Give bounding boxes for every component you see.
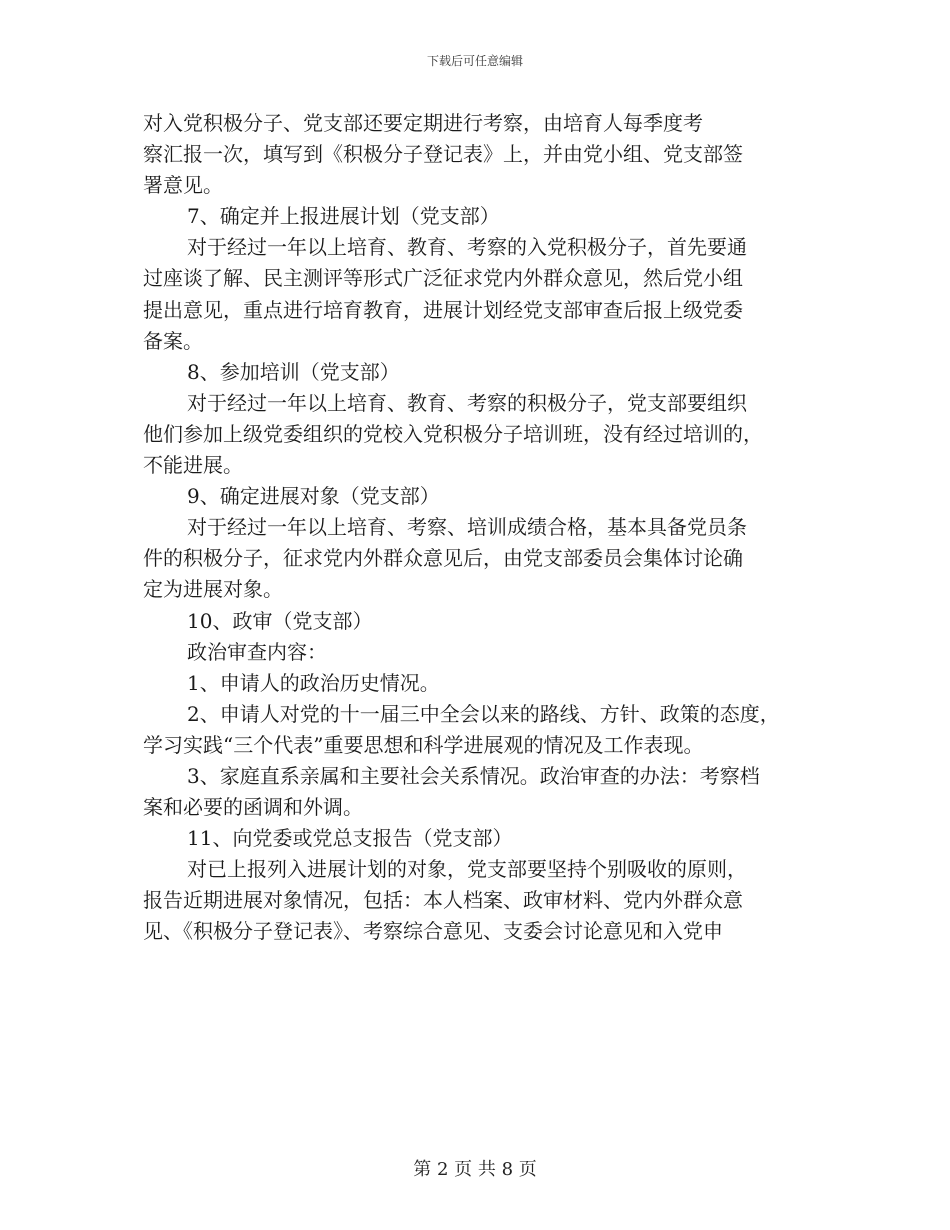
text-line: 对于经过一年以上培育、考察、培训成绩合格，基本具备党员条 (187, 515, 747, 540)
text-line: 对于经过一年以上培育、教育、考察的入党积极分子，首先要通 (187, 235, 747, 260)
text-line: 件的积极分子，征求党内外群众意见后，由党支部委员会集体讨论确 (143, 546, 743, 571)
list-item: 1、申请人的政治历史情况。 (187, 670, 440, 695)
text-line: 对已上报列入进展计划的对象，党支部要坚持个别吸收的原则， (187, 857, 747, 882)
text-line: 过座谈了解、民主测评等形式广泛征求党内外群众意见，然后党小组 (143, 266, 743, 291)
document-body (143, 108, 807, 948)
section-heading: 7、确定并上报进展计划（党支部） (187, 204, 500, 229)
text-line: 对于经过一年以上培育、教育、考察的积极分子，党支部要组织 (187, 390, 747, 415)
text-line: 察汇报一次，填写到《积极分子登记表》上，并由党小组、党支部签 (143, 142, 743, 167)
list-item: 3、家庭直系亲属和主要社会关系情况。政治审查的办法：考察档 (187, 763, 760, 788)
text-line: 见、《积极分子登记表》、考察综合意见、支委会讨论意见和入党申 (143, 919, 723, 944)
list-item: 2、申请人对党的十一届三中全会以来的路线、方针、政策的态度， (187, 701, 780, 726)
page-header: 下载后可任意编辑 (426, 54, 523, 68)
text-line: 对入党积极分子、党支部还要定期进行考察，由培育人每季度考 (143, 111, 703, 135)
text-line: 案和必要的函调和外调。 (143, 795, 363, 820)
text-line: 他们参加上级党委组织的党校入党积极分子培训班，没有经过培训的， (143, 421, 763, 446)
text-line: 不能进展。 (143, 453, 243, 478)
text-line: 备案。 (143, 328, 203, 353)
page-footer: 第 2 页 共 8 页 (413, 1159, 537, 1180)
text-line: 署意见。 (143, 173, 223, 198)
text-line: 政治审查内容： (187, 639, 327, 664)
section-heading: 9、确定进展对象（党支部） (187, 484, 440, 509)
section-heading: 8、参加培训（党支部） (187, 359, 400, 384)
text-line: 提出意见，重点进行培育教育，进展计划经党支部审查后报上级党委 (143, 297, 743, 322)
section-heading: 11、向党委或党总支报告（党支部） (187, 826, 513, 851)
text-line: 定为进展对象。 (143, 577, 283, 602)
section-heading: 10、政审（党支部） (187, 608, 373, 633)
text-line: 报告近期进展对象情况，包括：本人档案、政审材料、党内外群众意 (143, 888, 743, 913)
text-line: 学习实践“三个代表”重要思想和科学进展观的情况及工作表现。 (143, 732, 704, 757)
